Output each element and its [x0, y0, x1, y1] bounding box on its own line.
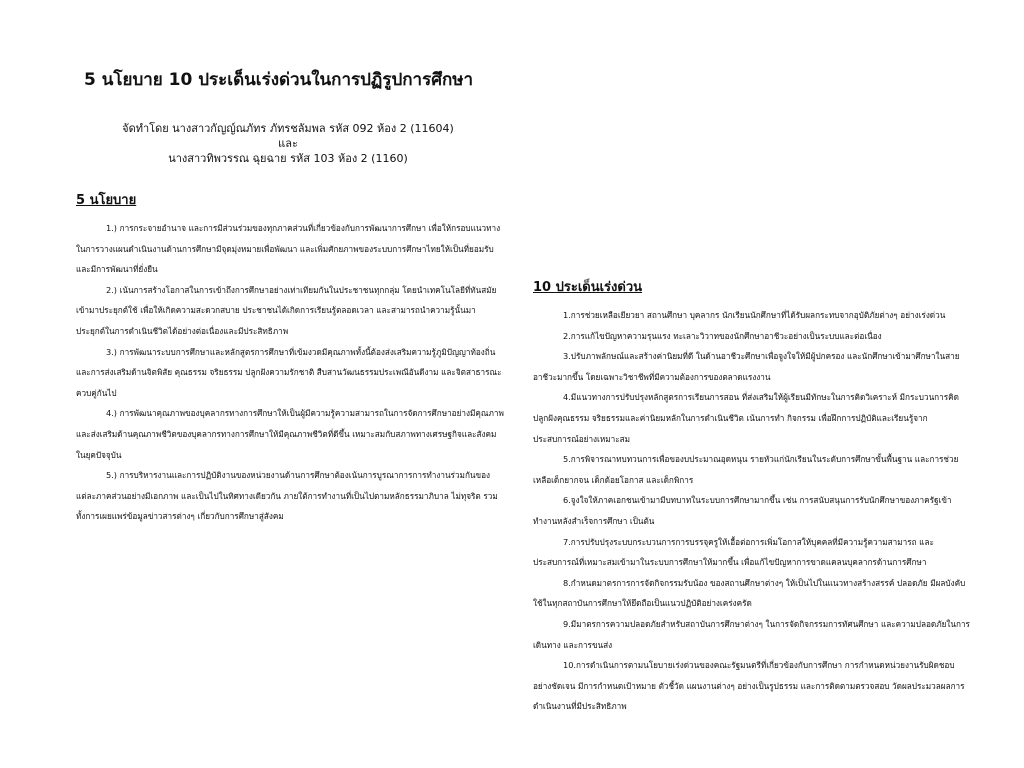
policy-item: 4.) การพัฒนาคุณภาพของบุคลากรทางการศึกษาให้เป็นผู้มีความรู้ความสามารถในการจัดการศึกษาอย่างมีคุณภาพ และส่งเสริมด้านคุณภาพชีวิตของบุคลากรทางการศึกษาให้มีคุณภาพชีวิตที่ดีขึ้น เหมาะสมกับสภาพทางเศรษฐกิจและสังคมในยุคปัจจุบัน: [76, 408, 504, 460]
policy-item: 1.) การกระจายอำนาจ และการมีส่วนร่วมของทุกภาคส่วนที่เกี่ยวข้องกับการพัฒนาการศึกษา เพื่อให้กรอบแนวทางในการวางแผนดำเนินงานด้านการศึกษามีจุดมุ่งหมายเพื่อพัฒนา และเพิ่มศักยภาพของระบบการศึกษาไทยให้เป็นที่ยอมรับและมีการพัฒนาที่ยั่งยืน: [76, 223, 501, 275]
policy-item: 3.) การพัฒนาระบบการศึกษาและหลักสูตรการศึกษาที่เข้มงวดมีคุณภาพทั้งนี้ต้องส่งเสริมความรู้ภูมิปัญญาท้องถิ่น และการส่งเสริมด้านจิตพิสัย คุณธรรม จริยธรรม ปลูกฝังความรักชาติ สืบสานวัฒนธรรมประเพณีอันดีงาม และจิตสาธารณะควบคู่กันไป: [76, 346, 502, 398]
urgent-issue-item: 7.การปรับปรุงระบบกระบวนการการบรรจุครูให้เอื้อต่อการเพิ่มโอกาสให้บุคคลที่มีความรู้ความสามารถ และประสบการณ์ที่เหมาะสมเข้ามาในระบบการศึกษาให้มากขึ้น เพื่อแก้ไขปัญหาการขาดแคลนบุคลากรด้านการศึกษา: [533, 536, 934, 568]
credit-line: และ: [278, 137, 298, 150]
policies-section: [76, 189, 504, 527]
urgent-issues-section: [533, 276, 971, 717]
urgent-issue-item: 3.ปรับภาพลักษณ์และสร้างค่านิยมที่ดี ในด้านอาชีวะศึกษาเพื่อจูงใจให้มีผู้ปกครอง และนักศึกษาเข้ามาศึกษาในสายอาชีวะมากขึ้น โดยเฉพาะวิชาชีพที่มีความต้องการของตลาดแรงงาน: [533, 351, 960, 382]
author-credits: [76, 121, 500, 166]
policy-item: 5.) การบริหารงานและการปฏิบัติงานของหน่วยงานด้านการศึกษาต้องเน้นการบูรณาการการทำงานร่วมกันของแต่ละภาคส่วนอย่างมีเอกภาพ และเป็นไปในทิศทางเดียวกัน ภายใต้การทำงานที่เป็นไปตามหลักธรรมาภิบาล ไม่ทุจริต รวมทั้งการเผยแพร่ข้อมูลข่าวสารต่างๆ เกี่ยวกับการศึกษาสู่สังคม: [76, 470, 498, 522]
policy-item: 2.) เน้นการสร้างโอกาสในการเข้าถึงการศึกษาอย่างเท่าเทียมกันในประชาชนทุกกลุ่ม โดยนำเทคโนโลยีที่ทันสมัยเข้ามาประยุกต์ใช้ เพื่อให้เกิดความสะดวกสบาย ประชาชนได้เกิดการเรียนรู้ตลอดเวลา และสามารถนำความรู้นั้นมาประยุกต์ในการดำเนินชีวิตได้อย่างต่อเนื่องและมีประสิทธิภาพ: [76, 284, 497, 336]
policies-heading: 5 นโยบาย: [76, 193, 137, 208]
urgent-issue-item: 2.การแก้ไขปัญหาความรุนแรง ทะเลาะวิวาทของนักศึกษาอาชีวะอย่างเป็นระบบและต่อเนื่อง: [563, 330, 882, 341]
urgent-issues-heading: 10 ประเด็นเร่งด่วน: [533, 280, 643, 295]
document-title: 5 นโยบาย 10 ประเด็นเร่งด่วนในการปฏิรูปการศึกษา: [84, 70, 474, 90]
urgent-issue-item: 4.มีแนวทางการปรับปรุงหลักสูตรการเรียนการสอน ที่ส่งเสริมให้ผู้เรียนมีทักษะในการคิดวิเคราะห์ มีกระบวนการคิด ปลูกฝังคุณธรรม จริยธรรมและค่านิยมหลักในการดำเนินชีวิต เน้นการทำ กิจกรรม เพื่อฝึกการปฏิบัติและเรียนรู้จากประสบการณ์อย่างเหมาะสม: [533, 392, 959, 444]
urgent-issue-item: 1.การช่วยเหลือเยียวยา สถานศึกษา บุคลากร นักเรียนนักศึกษาที่ได้รับผลกระทบจากอุบัติภัยต่างๆ อย่างเร่งด่วน: [563, 310, 946, 320]
urgent-issue-item: 8.กำหนดมาตรการการจัดกิจกรรมรับน้อง ของสถานศึกษาต่างๆ ให้เป็นไปในแนวทางสร้างสรรค์ ปลอดภัย มีผลบังคับใช้ในทุกสถาบันการศึกษาให้ยึดถือเป็นแนวปฏิบัติอย่างเคร่งครัด: [533, 577, 966, 609]
urgent-issue-item: 9.มีมาตรการความปลอดภัยสำหรับสถาบันการศึกษาต่างๆ ในการจัดกิจกรรมการทัศนศึกษา และความปลอดภัยในการเดินทาง และการขนส่ง: [533, 618, 970, 650]
urgent-issue-item: 6.จูงใจให้ภาคเอกชนเข้ามามีบทบาทในระบบการศึกษามากขึ้น เช่น การสนับสนุนการรับนักศึกษาของภาครัฐเข้าทำงานหลังสำเร็จการศึกษา เป็นต้น: [533, 495, 952, 526]
credit-line: จัดทำโดย นางสาวกัญญ์ณภัทร ภัทรชลัมพล รหัส 092 ห้อง 2 (11604): [122, 122, 454, 135]
urgent-issues-list: [533, 305, 971, 717]
policies-list: [76, 218, 504, 527]
credit-line: นางสาวทิพวรรณ ฉุยฉาย รหัส 103 ห้อง 2 (1160): [168, 152, 408, 165]
urgent-issue-item: 10.การดำเนินการตามนโยบายเร่งด่วนของคณะรัฐมนตรีที่เกี่ยวข้องกับการศึกษา การกำหนดหน่วยงานรับผิดชอบอย่างชัดเจน มีการกำหนดเป้าหมาย ตัวชี้วัด แผนงานต่างๆ อย่างเป็นรูปธรรม และการติดตามตรวจสอบ วัดผลประมวลผลการดำเนินงานที่มีประสิทธิภาพ: [533, 660, 965, 712]
urgent-issue-item: 5.การพิจารณาทบทวนการเพื่อของบประมาณอุดหนุน รายหัวแก่นักเรียนในระดับการศึกษาขั้นพื้นฐาน และการช่วยเหลือเด็กยากจน เด็กด้อยโอกาส และเด็กพิการ: [533, 454, 959, 485]
